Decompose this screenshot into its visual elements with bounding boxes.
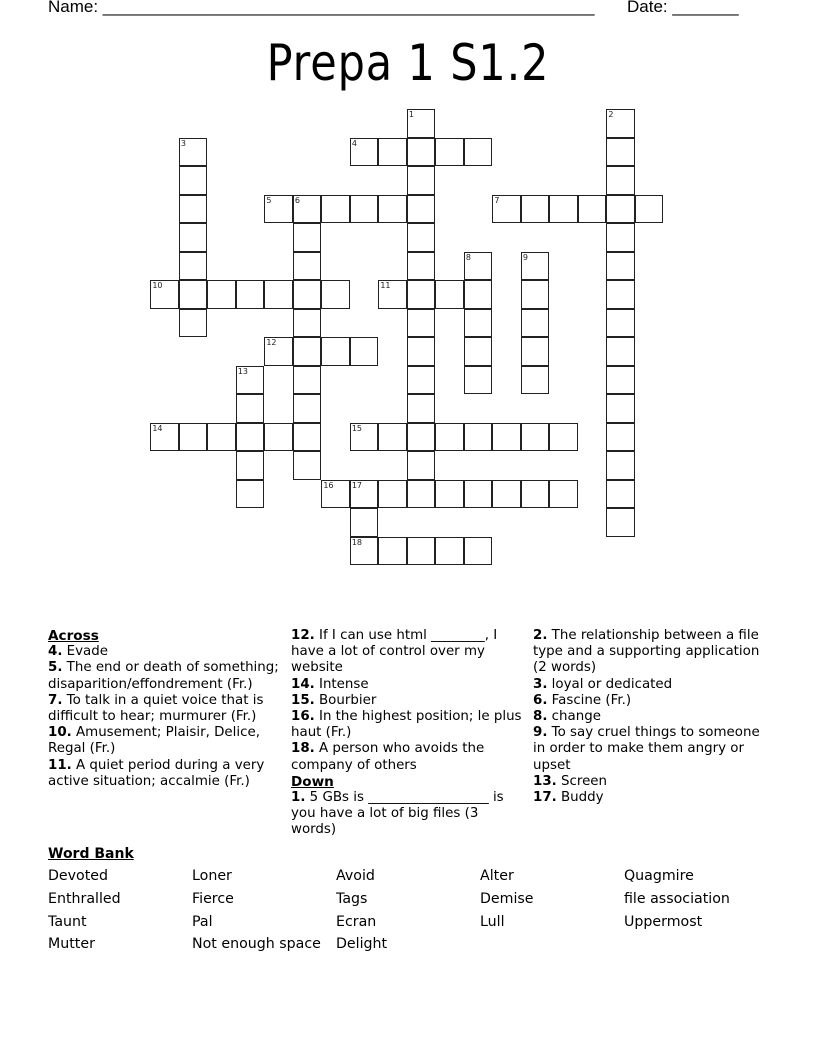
crossword-cell[interactable]	[350, 508, 379, 537]
crossword-cell[interactable]	[521, 423, 550, 452]
cell-number: 16	[323, 480, 334, 490]
crossword-cell[interactable]	[435, 537, 464, 566]
crossword-cell[interactable]	[179, 138, 208, 167]
crossword-cell[interactable]	[521, 337, 550, 366]
crossword-cell[interactable]	[464, 337, 493, 366]
crossword-cell[interactable]	[236, 451, 265, 480]
cell-number: 6	[294, 195, 300, 205]
cell-number: 1	[408, 110, 414, 120]
word-bank-item: Quagmire	[624, 868, 694, 884]
crossword-cell[interactable]	[407, 280, 436, 309]
clue-number: 13.	[533, 773, 557, 789]
clue-text: A person who avoids the company of others	[291, 741, 485, 773]
crossword-cell[interactable]	[293, 252, 322, 281]
clue-across-14	[291, 677, 525, 693]
crossword-cell[interactable]	[264, 195, 293, 224]
clue-across-11	[48, 758, 288, 790]
clue-number: 8.	[533, 709, 548, 725]
crossword-cell[interactable]	[464, 252, 493, 281]
clue-down-1	[291, 790, 525, 839]
clue-text: If I can use html ________, I have a lot of control over my website	[291, 628, 498, 676]
word-bank-item: Taunt	[48, 914, 87, 930]
crossword-cell[interactable]	[606, 423, 635, 452]
crossword-cell[interactable]	[378, 138, 407, 167]
crossword-cell[interactable]	[606, 451, 635, 480]
crossword-cell[interactable]	[407, 394, 436, 423]
crossword-cell[interactable]	[407, 337, 436, 366]
clue-text: change	[547, 709, 601, 725]
clue-number: 11.	[48, 757, 72, 773]
crossword-cell[interactable]	[407, 109, 436, 138]
crossword-cell[interactable]	[606, 480, 635, 509]
word-bank-item: Not enough space	[192, 936, 321, 952]
cell-number: 2	[608, 110, 614, 120]
crossword-cell[interactable]	[578, 195, 607, 224]
clues-column-2	[291, 628, 525, 839]
clue-down-3	[533, 677, 763, 693]
crossword-cell[interactable]	[521, 366, 550, 395]
across-heading: Across	[48, 628, 99, 644]
word-bank-item: Uppermost	[624, 914, 703, 930]
clue-down-17	[533, 790, 763, 806]
crossword-cell[interactable]	[606, 508, 635, 537]
clue-number: 14.	[291, 676, 315, 692]
crossword-cell[interactable]	[606, 337, 635, 366]
clue-text: Screen	[556, 773, 608, 789]
name-field-label: Name: ____________________________________________________	[48, 0, 595, 16]
clue-text: loyal or dedicated	[547, 676, 673, 692]
crossword-cell[interactable]	[464, 537, 493, 566]
clue-text: Evade	[62, 644, 108, 660]
crossword-cell[interactable]	[407, 252, 436, 281]
crossword-cell[interactable]	[492, 423, 521, 452]
clues-column-3	[533, 628, 763, 806]
crossword-cell[interactable]	[179, 280, 208, 309]
crossword-cell[interactable]	[207, 423, 236, 452]
clue-down-13	[533, 774, 763, 790]
crossword-cell[interactable]	[407, 366, 436, 395]
word-bank-item: Lull	[480, 914, 505, 930]
crossword-cell[interactable]	[606, 280, 635, 309]
crossword-cell[interactable]	[293, 195, 322, 224]
crossword-cell[interactable]	[521, 195, 550, 224]
crossword-cell[interactable]	[435, 423, 464, 452]
clue-text: The end or death of something; disaparition/effondrement (Fr.)	[48, 660, 279, 692]
cell-number: 7	[494, 195, 500, 205]
crossword-cell[interactable]	[435, 138, 464, 167]
crossword-cell[interactable]	[492, 480, 521, 509]
word-bank-item: Pal	[192, 914, 213, 930]
word-bank-item: file association	[624, 891, 730, 907]
clue-text: The relationship between a file type and a supporting application (2 words)	[533, 628, 760, 676]
crossword-cell[interactable]	[464, 280, 493, 309]
clue-number: 12.	[291, 628, 315, 643]
crossword-cell[interactable]	[606, 223, 635, 252]
cell-number: 4	[351, 138, 357, 148]
crossword-cell[interactable]	[350, 337, 379, 366]
crossword-cell[interactable]	[150, 423, 179, 452]
clue-number: 17.	[533, 790, 557, 806]
crossword-cell[interactable]	[179, 423, 208, 452]
crossword-cell[interactable]	[407, 451, 436, 480]
clue-number: 7.	[48, 692, 63, 708]
clue-number: 2.	[533, 628, 548, 643]
clue-text: 5 GBs is __________________ is you have a lot of big files (3 words)	[291, 790, 504, 838]
crossword-cell[interactable]	[606, 138, 635, 167]
crossword-cell[interactable]	[321, 337, 350, 366]
crossword-cell[interactable]	[378, 280, 407, 309]
crossword-cell[interactable]	[606, 195, 635, 224]
puzzle-title: Prepa 1 S1.2	[266, 34, 550, 92]
clue-text: To talk in a quiet voice that is difficult to hear; murmurer (Fr.)	[48, 692, 264, 725]
crossword-cell[interactable]	[321, 480, 350, 509]
crossword-cell[interactable]	[606, 252, 635, 281]
crossword-cell[interactable]	[407, 138, 436, 167]
word-bank-item: Tags	[336, 891, 368, 907]
crossword-cell[interactable]	[236, 423, 265, 452]
cell-number: 13	[237, 366, 248, 376]
clues-column-1	[48, 628, 288, 790]
clue-number: 9.	[533, 725, 548, 741]
cell-number: 15	[351, 423, 362, 433]
crossword-cell[interactable]	[293, 223, 322, 252]
clue-number: 3.	[533, 676, 548, 692]
crossword-cell[interactable]	[350, 195, 379, 224]
clue-down-8	[533, 709, 763, 725]
word-bank-item: Ecran	[336, 914, 377, 930]
clue-across-5	[48, 660, 288, 692]
crossword-cell[interactable]	[350, 138, 379, 167]
word-bank-item: Devoted	[48, 868, 109, 884]
crossword-cell[interactable]	[236, 280, 265, 309]
crossword-cell[interactable]	[521, 480, 550, 509]
crossword-cell[interactable]	[549, 480, 578, 509]
clue-number: 6.	[533, 692, 548, 708]
crossword-cell[interactable]	[464, 423, 493, 452]
cell-number: 11	[380, 281, 391, 291]
cell-number: 8	[465, 252, 471, 262]
word-bank-item: Mutter	[48, 936, 95, 952]
clue-across-15	[291, 693, 525, 709]
crossword-cell[interactable]	[293, 394, 322, 423]
clue-text: Amusement; Plaisir, Delice, Regal (Fr.)	[48, 725, 260, 757]
word-bank-item: Delight	[336, 936, 388, 952]
crossword-cell[interactable]	[350, 537, 379, 566]
crossword-cell[interactable]	[407, 166, 436, 195]
crossword-cell[interactable]	[521, 309, 550, 338]
crossword-cell[interactable]	[293, 280, 322, 309]
crossword-cell[interactable]	[321, 280, 350, 309]
clue-down-6	[533, 693, 763, 709]
crossword-cell[interactable]	[293, 451, 322, 480]
crossword-cell[interactable]	[293, 366, 322, 395]
clue-text: Bourbier	[314, 692, 377, 708]
crossword-cell[interactable]	[236, 394, 265, 423]
crossword-cell[interactable]	[207, 280, 236, 309]
crossword-cell[interactable]	[179, 252, 208, 281]
clue-text: Buddy	[556, 790, 604, 806]
clue-number: 18.	[291, 741, 315, 757]
clue-across-10	[48, 725, 288, 757]
clue-text: In the highest position; le plus haut (Fr.)	[291, 709, 522, 741]
clue-number: 5.	[48, 660, 63, 676]
word-bank-item: Demise	[480, 891, 534, 907]
crossword-cell[interactable]	[549, 195, 578, 224]
crossword-cell[interactable]	[293, 423, 322, 452]
clue-across-12	[291, 628, 525, 677]
crossword-cell[interactable]	[321, 195, 350, 224]
word-bank-item: Enthralled	[48, 891, 121, 907]
word-bank-item: Avoid	[336, 868, 375, 884]
crossword-cell[interactable]	[606, 309, 635, 338]
date-field-label: Date: _______	[627, 0, 739, 16]
crossword-cell[interactable]	[492, 195, 521, 224]
cell-number: 12	[266, 338, 277, 348]
cell-number: 3	[180, 138, 186, 148]
crossword-cell[interactable]	[179, 166, 208, 195]
down-heading: Down	[291, 773, 334, 790]
crossword-cell[interactable]	[264, 423, 293, 452]
crossword-cell[interactable]	[464, 480, 493, 509]
crossword-cell[interactable]	[264, 337, 293, 366]
crossword-cell[interactable]	[378, 480, 407, 509]
crossword-cell[interactable]	[350, 423, 379, 452]
word-bank-item: Alter	[480, 868, 514, 884]
cell-number: 10	[152, 281, 163, 291]
clue-down-9	[533, 725, 763, 774]
crossword-cell[interactable]	[635, 195, 664, 224]
crossword-cell[interactable]	[521, 280, 550, 309]
cell-number: 18	[351, 537, 362, 547]
crossword-cell[interactable]	[293, 309, 322, 338]
crossword-cell[interactable]	[179, 309, 208, 338]
clue-number: 16.	[291, 709, 315, 725]
crossword-cell[interactable]	[264, 280, 293, 309]
crossword-cell[interactable]	[236, 480, 265, 509]
crossword-cell[interactable]	[378, 423, 407, 452]
crossword-cell[interactable]	[236, 366, 265, 395]
clue-number: 1.	[291, 790, 306, 806]
word-bank-title: Word Bank	[48, 846, 134, 862]
clue-across-7	[48, 693, 288, 725]
crossword-cell[interactable]	[378, 195, 407, 224]
clue-across-4	[48, 644, 288, 660]
crossword-cell[interactable]	[464, 366, 493, 395]
crossword-cell[interactable]	[350, 480, 379, 509]
cell-number: 17	[351, 480, 362, 490]
cell-number: 5	[266, 195, 272, 205]
crossword-cell[interactable]	[549, 423, 578, 452]
crossword-cell[interactable]	[521, 252, 550, 281]
crossword-cell[interactable]	[407, 223, 436, 252]
clue-across-18	[291, 741, 525, 773]
clue-text: To say cruel things to someone in order to make them angry or upset	[533, 725, 760, 773]
crossword-cell[interactable]	[606, 394, 635, 423]
clue-across-16	[291, 709, 525, 741]
crossword-cell[interactable]	[407, 195, 436, 224]
crossword-cell[interactable]	[606, 366, 635, 395]
word-bank-item: Loner	[192, 868, 232, 884]
clue-number: 4.	[48, 644, 63, 660]
crossword-cell[interactable]	[179, 223, 208, 252]
crossword-cell[interactable]	[606, 109, 635, 138]
clue-number: 15.	[291, 692, 315, 708]
clue-text: A quiet period during a very active situation; accalmie (Fr.)	[48, 757, 265, 789]
crossword-cell[interactable]	[606, 166, 635, 195]
crossword-cell[interactable]	[407, 480, 436, 509]
crossword-cell[interactable]	[407, 537, 436, 566]
crossword-cell[interactable]	[179, 195, 208, 224]
cell-number: 9	[522, 252, 528, 262]
clue-text: Fascine (Fr.)	[547, 692, 632, 708]
clue-number: 10.	[48, 725, 72, 741]
crossword-cell[interactable]	[407, 423, 436, 452]
clue-down-2	[533, 628, 763, 677]
crossword-cell[interactable]	[378, 537, 407, 566]
crossword-cell[interactable]	[150, 280, 179, 309]
cell-number: 14	[152, 423, 163, 433]
clue-text: Intense	[314, 676, 369, 692]
crossword-cell[interactable]	[407, 309, 436, 338]
crossword-cell[interactable]	[293, 337, 322, 366]
crossword-cell[interactable]	[464, 309, 493, 338]
word-bank-item: Fierce	[192, 891, 234, 907]
crossword-cell[interactable]	[435, 280, 464, 309]
crossword-cell[interactable]	[464, 138, 493, 167]
crossword-cell[interactable]	[435, 480, 464, 509]
